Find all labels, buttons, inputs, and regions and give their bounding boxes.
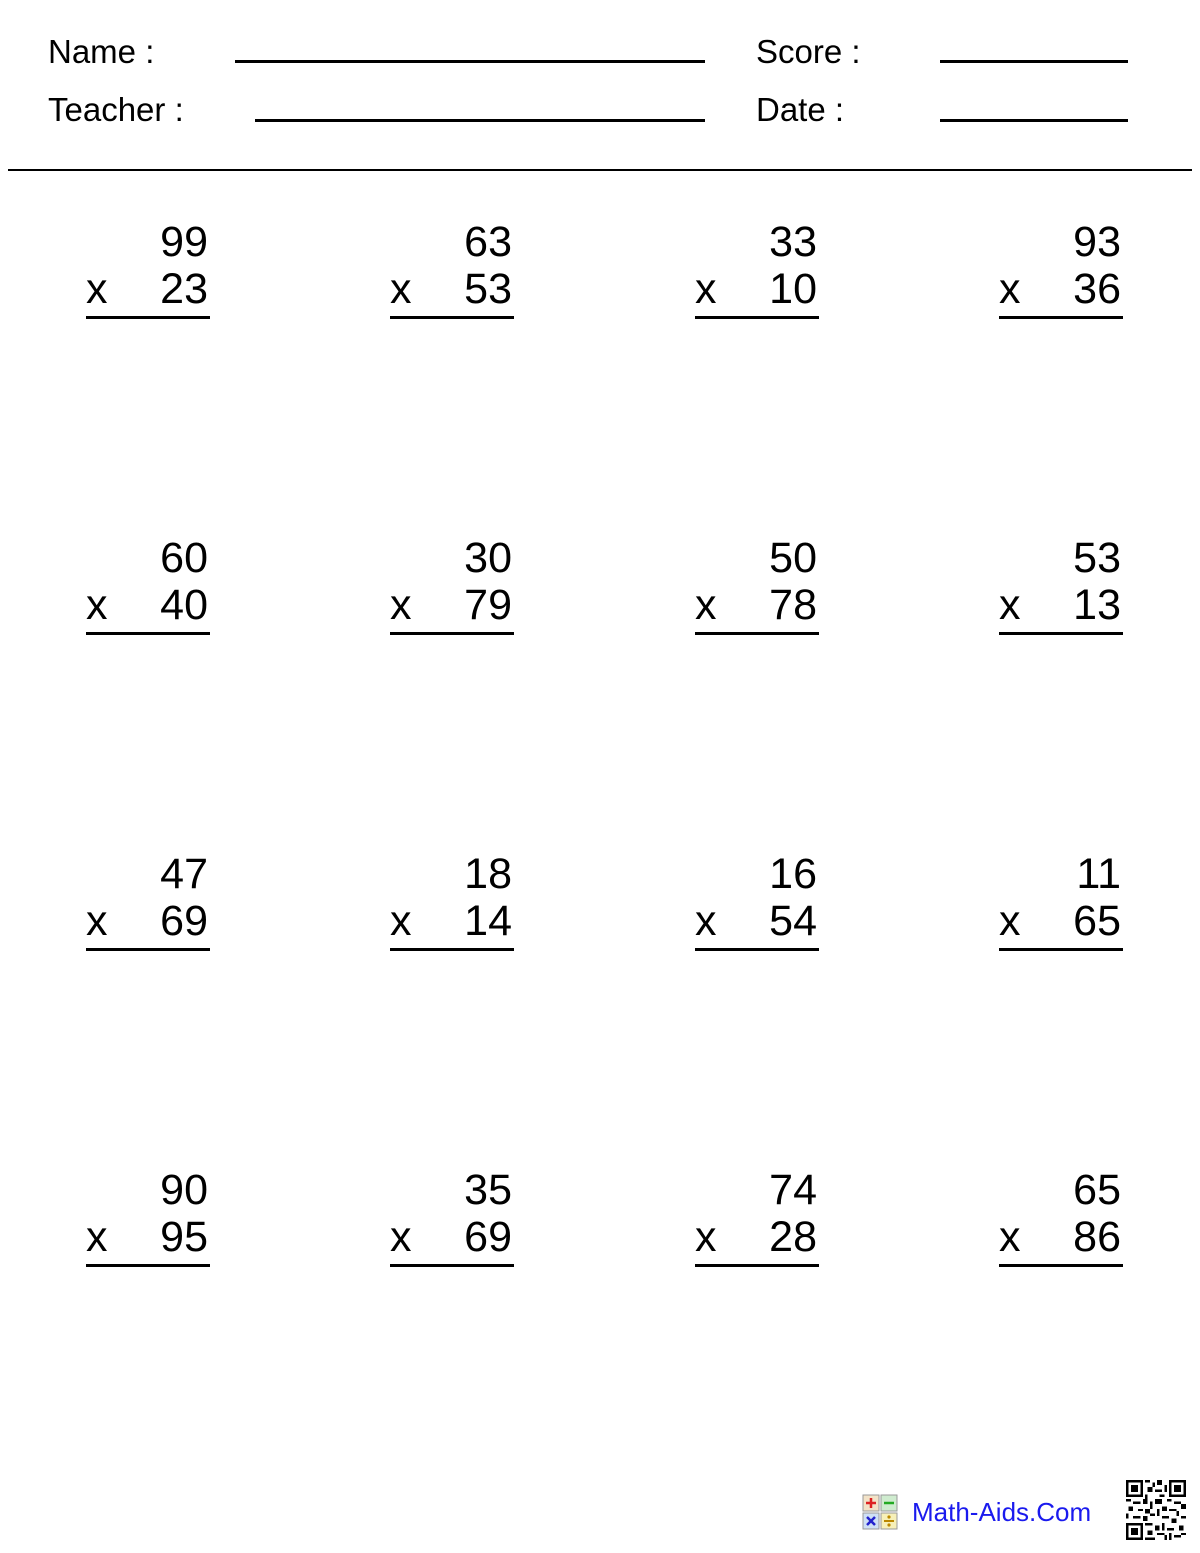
multiplier: 23 bbox=[160, 265, 208, 313]
times-sign: x bbox=[86, 581, 108, 629]
times-sign: x bbox=[390, 1213, 412, 1261]
problem-7 bbox=[695, 534, 825, 647]
multiplier: 78 bbox=[769, 581, 817, 629]
answer-rule[interactable] bbox=[390, 316, 514, 319]
multiplicand: 53 bbox=[1073, 534, 1121, 582]
multiplicand: 11 bbox=[1076, 850, 1121, 898]
multiplier: 14 bbox=[464, 897, 512, 945]
times-sign: x bbox=[86, 897, 108, 945]
times-sign: x bbox=[390, 581, 412, 629]
times-sign: x bbox=[390, 265, 412, 313]
answer-rule[interactable] bbox=[695, 316, 819, 319]
answer-rule[interactable] bbox=[86, 948, 210, 951]
problem-14 bbox=[390, 1166, 520, 1279]
multiplicand: 99 bbox=[160, 218, 208, 266]
multiplier: 10 bbox=[769, 265, 817, 313]
problem-1 bbox=[86, 218, 216, 331]
times-sign: x bbox=[390, 897, 412, 945]
multiplier: 69 bbox=[464, 1213, 512, 1261]
multiplicand: 65 bbox=[1073, 1166, 1121, 1214]
times-sign: x bbox=[86, 265, 108, 313]
times-sign: x bbox=[695, 265, 717, 313]
multiplicand: 63 bbox=[464, 218, 512, 266]
answer-rule[interactable] bbox=[999, 632, 1123, 635]
problem-16 bbox=[999, 1166, 1129, 1279]
problem-9 bbox=[86, 850, 216, 963]
multiplicand: 30 bbox=[464, 534, 512, 582]
multiplier: 13 bbox=[1073, 581, 1121, 629]
answer-rule[interactable] bbox=[999, 316, 1123, 319]
score-label: Score : bbox=[756, 33, 861, 70]
multiplier: 28 bbox=[769, 1213, 817, 1261]
date-label: Date : bbox=[756, 91, 845, 128]
multiplicand: 33 bbox=[769, 218, 817, 266]
problem-15 bbox=[695, 1166, 825, 1279]
times-sign: x bbox=[999, 265, 1021, 313]
multiplicand: 35 bbox=[464, 1166, 512, 1214]
multiplier: 36 bbox=[1073, 265, 1121, 313]
multiplicand: 50 bbox=[769, 534, 817, 582]
math-operations-icon bbox=[862, 1494, 898, 1530]
multiplier: 40 bbox=[160, 581, 208, 629]
answer-rule[interactable] bbox=[86, 316, 210, 319]
multiplicand: 90 bbox=[160, 1166, 208, 1214]
problem-4 bbox=[999, 218, 1129, 331]
multiplier: 95 bbox=[160, 1213, 208, 1261]
problem-5 bbox=[86, 534, 216, 647]
times-sign: x bbox=[999, 897, 1021, 945]
times-sign: x bbox=[999, 1213, 1021, 1261]
problem-12 bbox=[999, 850, 1129, 963]
problem-10 bbox=[390, 850, 520, 963]
multiplier: 54 bbox=[769, 897, 817, 945]
multiplier: 86 bbox=[1073, 1213, 1121, 1261]
multiplicand: 74 bbox=[769, 1166, 817, 1214]
problem-8 bbox=[999, 534, 1129, 647]
name-label: Name : bbox=[48, 33, 155, 70]
answer-rule[interactable] bbox=[390, 632, 514, 635]
multiplier: 69 bbox=[160, 897, 208, 945]
multiplicand: 16 bbox=[769, 850, 817, 898]
math-aids-brand-link[interactable]: Math-Aids.Com bbox=[912, 1497, 1092, 1527]
multiplicand: 47 bbox=[160, 850, 208, 898]
answer-rule[interactable] bbox=[695, 1264, 819, 1267]
problem-2 bbox=[390, 218, 520, 331]
qr-code-icon bbox=[1126, 1480, 1186, 1540]
answer-rule[interactable] bbox=[86, 1264, 210, 1267]
multiplicand: 60 bbox=[160, 534, 208, 582]
problem-13 bbox=[86, 1166, 216, 1279]
times-sign: x bbox=[695, 1213, 717, 1261]
times-sign: x bbox=[999, 581, 1021, 629]
multiplicand: 18 bbox=[464, 850, 512, 898]
times-sign: x bbox=[86, 1213, 108, 1261]
answer-rule[interactable] bbox=[999, 1264, 1123, 1267]
multiplier: 65 bbox=[1073, 897, 1121, 945]
answer-rule[interactable] bbox=[390, 1264, 514, 1267]
multiplicand: 93 bbox=[1073, 218, 1121, 266]
times-sign: x bbox=[695, 581, 717, 629]
answer-rule[interactable] bbox=[999, 948, 1123, 951]
answer-rule[interactable] bbox=[86, 632, 210, 635]
answer-rule[interactable] bbox=[695, 632, 819, 635]
problem-3 bbox=[695, 218, 825, 331]
multiplier: 79 bbox=[464, 581, 512, 629]
problem-6 bbox=[390, 534, 520, 647]
teacher-label: Teacher : bbox=[48, 91, 184, 128]
multiplier: 53 bbox=[464, 265, 512, 313]
answer-rule[interactable] bbox=[390, 948, 514, 951]
problem-11 bbox=[695, 850, 825, 963]
answer-rule[interactable] bbox=[695, 948, 819, 951]
times-sign: x bbox=[695, 897, 717, 945]
